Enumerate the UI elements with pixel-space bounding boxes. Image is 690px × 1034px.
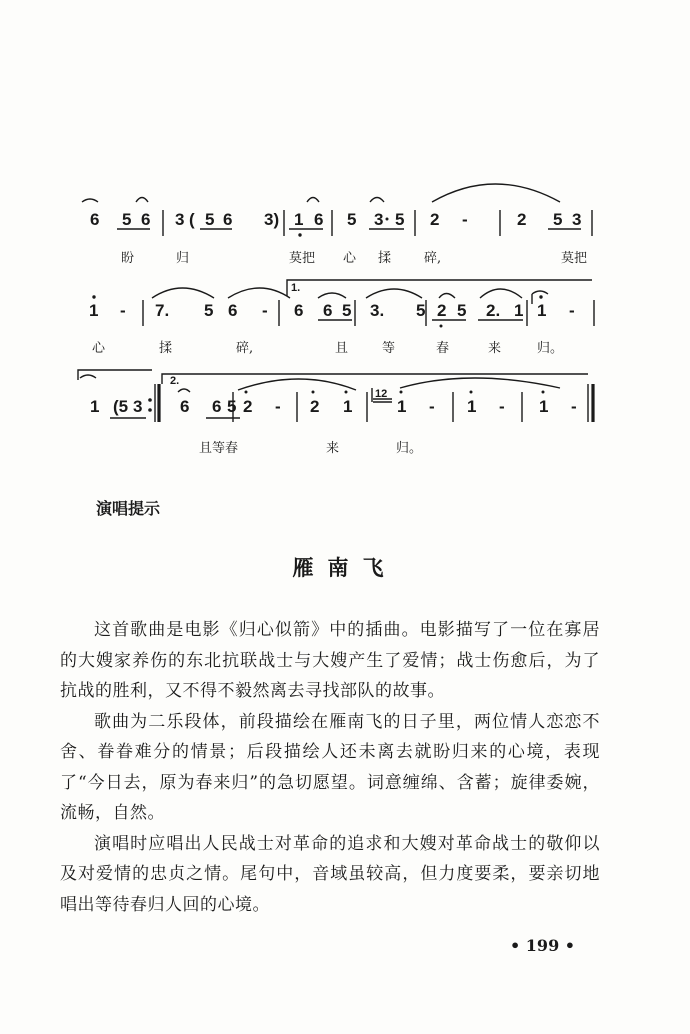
lyric-r1-6: 碎,: [424, 251, 442, 266]
note-r3-8: -: [275, 397, 281, 416]
paragraph-1: 这首歌曲是电影《归心似箭》中的插曲。电影描写了一位在寡居的大嫂家养伤的东北抗联战士与大嫂产生了爱情；战士伤愈后，为了抗战的胜利，又不得不毅然离去寻找部队的故事。: [60, 620, 600, 701]
lyric-r2-5: 等: [382, 341, 396, 356]
note-r2-5: 6: [228, 301, 238, 320]
note-r2-1: 1: [89, 301, 99, 320]
note-r3-16: -: [571, 397, 577, 416]
lyric-r1-7: 莫把: [561, 251, 588, 266]
note-r2-3: 7.: [155, 301, 170, 320]
lyrics-layer: [92, 250, 587, 456]
volta-1-label: 1.: [291, 282, 301, 294]
lyric-r1-4: 心: [343, 251, 357, 266]
note-r3-2: (5: [113, 397, 129, 416]
score-row-1: [82, 184, 592, 237]
note-r3-3: 3: [133, 397, 143, 416]
score-row-3: [78, 370, 593, 422]
lyric-r1-3: 莫把: [289, 251, 316, 266]
note-r1-2: 5: [122, 210, 132, 229]
note-r3-14: -: [499, 397, 505, 416]
volta-2-label: 2.: [170, 375, 180, 387]
note-r3-9: 2: [310, 397, 320, 416]
note-r1-17: 5: [553, 210, 563, 229]
page-number: • 199 •: [510, 936, 575, 955]
lyric-r2-7: 来: [488, 341, 502, 356]
note-r2-15: 1: [514, 301, 524, 320]
note-r1-4: 3: [175, 210, 185, 229]
note-r1-5: (: [189, 210, 195, 229]
note-r3-5: 6: [212, 397, 222, 416]
note-r2-14: 2.: [486, 301, 501, 320]
note-r1-1: 6: [90, 210, 100, 229]
lyric-r3-3: 归。: [396, 441, 423, 456]
note-r1-6: 5: [205, 210, 215, 229]
notes-layer: [89, 210, 581, 416]
note-r3-1: 1: [90, 397, 100, 416]
paragraph-2: 歌曲为二乐段体，前段描绘在雁南飞的日子里，两位情人恋恋不舍、眷眷难分的情景；后段描绘人还未离去就盼归来的心境，表现了“今日去，原为春来归”的急切愿望。词意缠绵、含蓄；旋律委婉，流畅，自然。: [60, 711, 600, 823]
note-r3-13: 1: [467, 397, 477, 416]
lyric-r2-4: 且: [335, 341, 349, 356]
note-r1-13: 5: [395, 210, 405, 229]
note-r1-12: 3: [374, 210, 384, 229]
lyric-r2-8: 归。: [537, 341, 564, 356]
note-r3-4: 6: [180, 397, 190, 416]
slurs-row-3: [80, 375, 560, 402]
note-r2-11: 5: [416, 301, 426, 320]
grace-notes: 12: [375, 388, 388, 400]
note-r2-2: -: [120, 301, 126, 320]
body-text: [60, 615, 600, 920]
numbered-music-score: [0, 0, 690, 480]
lyric-r3-2: 来: [326, 441, 340, 456]
note-r2-16: 1: [537, 301, 547, 320]
note-r2-10: 3.: [370, 301, 385, 320]
note-r3-15: 1: [539, 397, 549, 416]
dots-row-3: [245, 391, 545, 394]
lyric-r2-3: 碎,: [236, 341, 254, 356]
lyric-r2-2: 揉: [159, 341, 173, 356]
note-r2-9: 5: [342, 301, 352, 320]
note-r1-18: 3: [572, 210, 582, 229]
note-r3-7: 2: [243, 397, 253, 416]
note-r2-8: 6: [323, 301, 333, 320]
note-r1-15: -: [462, 210, 468, 229]
note-r3-6: 5: [227, 397, 237, 416]
note-r1-16: 2: [517, 210, 527, 229]
note-r2-6: -: [262, 301, 268, 320]
note-r2-13: 5: [457, 301, 467, 320]
section-label: 演唱提示: [96, 499, 161, 518]
note-r1-3: 6: [141, 210, 151, 229]
note-r1-14: 2: [430, 210, 440, 229]
note-r1-11: 5: [347, 210, 357, 229]
lyric-r1-2: 归: [176, 251, 190, 266]
note-r2-12: 2: [437, 301, 447, 320]
lyric-r2-6: 春: [436, 341, 450, 356]
note-r1-8: 3): [264, 210, 280, 229]
song-title: 雁南飞: [292, 555, 398, 580]
note-r3-12: -: [429, 397, 435, 416]
lyric-r3-1: 且等春: [199, 441, 239, 456]
note-r3-11: 1: [397, 397, 407, 416]
note-r2-7: 6: [294, 301, 304, 320]
note-r2-4: 5: [204, 301, 214, 320]
slurs-row-1: [82, 184, 560, 202]
note-r1-9: 1: [294, 210, 304, 229]
paragraph-3: 演唱时应唱出人民战士对革命的追求和大嫂对革命战士的敬仰以及对爱情的忠贞之情。尾句中，音域虽较高，但力度要柔，要亲切地唱出等待春归人回的心境。: [60, 833, 600, 915]
lyric-r1-1: 盼: [121, 251, 135, 266]
note-r3-10: 1: [343, 397, 353, 416]
lyric-r1-5: 揉: [378, 251, 392, 266]
lyric-r2-1: 心: [92, 341, 106, 356]
note-r1-7: 6: [223, 210, 233, 229]
note-r1-10: 6: [314, 210, 324, 229]
note-r2-17: -: [569, 301, 575, 320]
